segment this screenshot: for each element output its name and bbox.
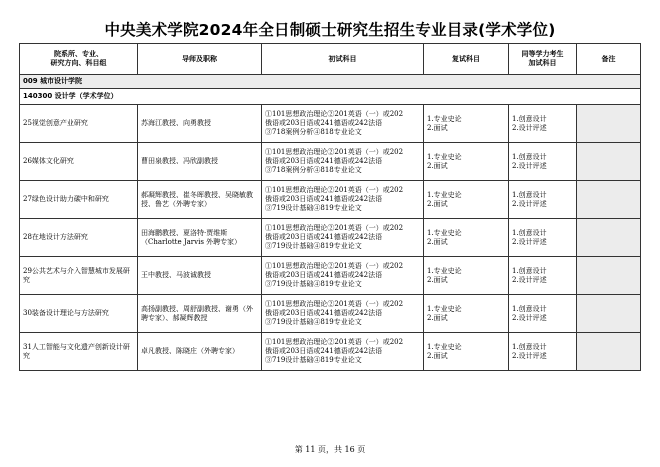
advisors-cell: 田海鹏教授、夏洛特·贾维斯（Charlotte Jarvis 外聘专家）	[138, 219, 262, 257]
advisors-cell: 卓凡教授、陈晓庄（外聘专家）	[138, 333, 262, 371]
prelim-subject-line: ①101思想政治理论②201英语（一）或202	[265, 148, 404, 157]
program-catalog-table	[19, 43, 641, 371]
prelim-subjects-cell	[262, 105, 424, 143]
prelim-subject-line: ③718案例分析④818专业论文	[265, 127, 362, 136]
retest-subject-line: 1.专业史论	[427, 266, 462, 275]
prelim-subject-line: ①101思想政治理论②201英语（一）或202	[265, 110, 404, 119]
prelim-subject-line: ①101思想政治理论②201英语（一）或202	[265, 186, 404, 195]
section-label: 009 城市设计学院	[20, 75, 641, 89]
equiv-subject-line: 2.设计评述	[512, 313, 547, 322]
prelim-subjects-cell	[262, 295, 424, 333]
page-footer: 第 11 页，共 16 页	[294, 445, 366, 454]
retest-subjects-cell	[424, 105, 509, 143]
retest-subject-line: 2.面试	[427, 351, 448, 360]
section-row	[20, 75, 641, 89]
retest-subject-line: 1.专业史论	[427, 342, 462, 351]
retest-subject-line: 1.专业史论	[427, 152, 462, 161]
retest-subjects-cell	[424, 257, 509, 295]
equiv-subjects-cell	[509, 105, 577, 143]
direction-name-cell: 28在地设计方法研究	[20, 219, 138, 257]
document-title: 中央美术学院2024年全日制硕士研究生招生专业目录(学术学位)	[104, 21, 556, 39]
prelim-subject-line: ③719设计基础④819专业论文	[265, 355, 362, 364]
retest-subjects-cell	[424, 219, 509, 257]
table-row	[20, 181, 641, 219]
advisors-cell: 王中教授、马波诚教授	[138, 257, 262, 295]
equiv-subjects-cell	[509, 143, 577, 181]
retest-subject-line: 2.面试	[427, 123, 448, 132]
advisors-cell: 郝凝辉教授、崔冬晖教授、吴晓敏教授、鲁艺（外聘专家）	[138, 181, 262, 219]
header-retest: 复试科目	[424, 44, 509, 75]
equiv-subject-line: 1.创意设计	[512, 266, 547, 275]
notes-cell	[577, 333, 641, 371]
prelim-subject-line: ③718案例分析④818专业论文	[265, 165, 362, 174]
notes-cell	[577, 257, 641, 295]
equiv-subject-line: 2.设计评述	[512, 123, 547, 132]
retest-subject-line: 1.专业史论	[427, 114, 462, 123]
prelim-subject-line: ①101思想政治理论②201英语（一）或202	[265, 338, 404, 347]
retest-subject-line: 2.面试	[427, 275, 448, 284]
header-prelim: 初试科目	[262, 44, 424, 75]
direction-name-cell: 31人工智能与文化遗产创新设计研究	[20, 333, 138, 371]
advisors-cell: 苏海江教授、向勇教授	[138, 105, 262, 143]
equiv-subject-line: 1.创意设计	[512, 190, 547, 199]
equiv-subject-line: 1.创意设计	[512, 342, 547, 351]
direction-name-cell: 30装备设计理论与方法研究	[20, 295, 138, 333]
equiv-subject-line: 1.创意设计	[512, 304, 547, 313]
retest-subject-line: 2.面试	[427, 237, 448, 246]
header-row	[20, 44, 641, 75]
prelim-subject-line: ③719设计基础④819专业论文	[265, 241, 362, 250]
prelim-subject-line: 俄语或203日语或241德语或242法语	[265, 233, 383, 242]
prelim-subject-line: 俄语或203日语或241德语或242法语	[265, 271, 383, 280]
retest-subject-line: 2.面试	[427, 161, 448, 170]
retest-subjects-cell	[424, 181, 509, 219]
prelim-subject-line: 俄语或203日语或241德语或242法语	[265, 157, 383, 166]
equiv-subjects-cell	[509, 219, 577, 257]
table-row	[20, 219, 641, 257]
prelim-subject-line: 俄语或203日语或241德语或242法语	[265, 347, 383, 356]
notes-cell	[577, 105, 641, 143]
header-equiv: 同等学力考生 加试科目	[509, 44, 577, 75]
table-row	[20, 257, 641, 295]
prelim-subjects-cell	[262, 181, 424, 219]
header-dept: 院系所、专业、 研究方向、科目组	[20, 44, 138, 75]
equiv-subject-line: 2.设计评述	[512, 161, 547, 170]
notes-cell	[577, 219, 641, 257]
direction-name-cell: 27绿色设计助力碳中和研究	[20, 181, 138, 219]
prelim-subject-line: 俄语或203日语或241德语或242法语	[265, 119, 383, 128]
retest-subject-line: 2.面试	[427, 199, 448, 208]
prelim-subject-line: 俄语或203日语或241德语或242法语	[265, 309, 383, 318]
retest-subject-line: 1.专业史论	[427, 190, 462, 199]
equiv-subject-line: 1.创意设计	[512, 114, 547, 123]
prelim-subjects-cell	[262, 143, 424, 181]
prelim-subject-line: ①101思想政治理论②201英语（一）或202	[265, 262, 404, 271]
prelim-subjects-cell	[262, 333, 424, 371]
equiv-subjects-cell	[509, 333, 577, 371]
retest-subject-line: 2.面试	[427, 313, 448, 322]
retest-subjects-cell	[424, 333, 509, 371]
equiv-subject-line: 2.设计评述	[512, 237, 547, 246]
prelim-subject-line: 俄语或203日语或241德语或242法语	[265, 195, 383, 204]
equiv-subject-line: 1.创意设计	[512, 152, 547, 161]
prelim-subjects-cell	[262, 219, 424, 257]
direction-name-cell: 29公共艺术与介入智慧城市发展研究	[20, 257, 138, 295]
retest-subjects-cell	[424, 143, 509, 181]
prelim-subject-line: ③719设计基础④819专业论文	[265, 203, 362, 212]
prelim-subject-line: ③719设计基础④819专业论文	[265, 317, 362, 326]
table-row	[20, 143, 641, 181]
notes-cell	[577, 295, 641, 333]
prelim-subject-line: ①101思想政治理论②201英语（一）或202	[265, 300, 404, 309]
table-row	[20, 333, 641, 371]
header-advisors: 导师及职称	[138, 44, 262, 75]
subsection-row	[20, 89, 641, 105]
retest-subject-line: 1.专业史论	[427, 304, 462, 313]
equiv-subject-line: 2.设计评述	[512, 351, 547, 360]
equiv-subjects-cell	[509, 257, 577, 295]
table-row	[20, 105, 641, 143]
equiv-subjects-cell	[509, 181, 577, 219]
advisors-cell: 曹田泉教授、冯欣副教授	[138, 143, 262, 181]
subsection-label: 140300 设计学（学术学位）	[20, 89, 641, 105]
prelim-subjects-cell	[262, 257, 424, 295]
retest-subjects-cell	[424, 295, 509, 333]
direction-name-cell: 26媒体文化研究	[20, 143, 138, 181]
prelim-subject-line: ③719设计基础④819专业论文	[265, 279, 362, 288]
notes-cell	[577, 143, 641, 181]
prelim-subject-line: ①101思想政治理论②201英语（一）或202	[265, 224, 404, 233]
table-row	[20, 295, 641, 333]
advisors-cell: 高扬副教授、周舒副教授、谢勇（外聘专家）、郝凝辉教授	[138, 295, 262, 333]
equiv-subjects-cell	[509, 295, 577, 333]
header-notes: 备注	[577, 44, 641, 75]
equiv-subject-line: 2.设计评述	[512, 199, 547, 208]
equiv-subject-line: 1.创意设计	[512, 228, 547, 237]
notes-cell	[577, 181, 641, 219]
direction-name-cell: 25视觉创意产业研究	[20, 105, 138, 143]
retest-subject-line: 1.专业史论	[427, 228, 462, 237]
equiv-subject-line: 2.设计评述	[512, 275, 547, 284]
